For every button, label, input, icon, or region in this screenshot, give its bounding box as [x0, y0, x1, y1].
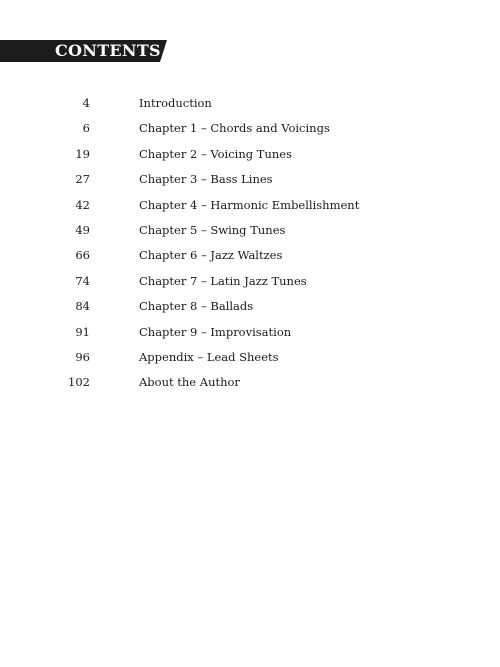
toc-entry-title: Appendix – Lead Sheets — [139, 349, 279, 364]
toc-entry-title: About the Author — [139, 375, 240, 390]
toc-entry-title: Chapter 9 – Improvisation — [139, 324, 292, 339]
toc-entry-title: Chapter 6 – Jazz Waltzes — [139, 248, 283, 263]
toc-row[interactable] — [0, 196, 500, 221]
toc-page-number: 27 — [75, 172, 90, 187]
toc-page-number: 74 — [75, 273, 90, 288]
toc-row[interactable] — [0, 297, 500, 322]
toc-entry-title: Chapter 8 – Ballads — [139, 299, 254, 314]
toc-page-number: 49 — [75, 222, 90, 237]
toc-entry-title: Chapter 1 – Chords and Voicings — [139, 121, 330, 136]
toc-row[interactable] — [0, 119, 500, 144]
toc-row[interactable] — [0, 170, 500, 195]
toc-entry-title: Chapter 5 – Swing Tunes — [139, 222, 286, 237]
toc-page-number: 4 — [82, 96, 90, 110]
toc-row[interactable] — [0, 221, 500, 246]
toc-row[interactable] — [0, 94, 500, 119]
toc-page-number: 6 — [82, 121, 90, 136]
toc-row[interactable] — [0, 272, 500, 297]
toc-page-number: 84 — [75, 299, 90, 314]
toc-page-number: 96 — [75, 349, 90, 364]
toc-entry-title: Chapter 2 – Voicing Tunes — [139, 146, 292, 161]
toc-entry-title: Chapter 4 – Harmonic Embellishment — [139, 197, 360, 212]
toc-row[interactable] — [0, 323, 500, 348]
toc-entry-title: Introduction — [139, 96, 212, 110]
toc-entry-title: Chapter 7 – Latin Jazz Tunes — [139, 273, 307, 288]
toc-row[interactable] — [0, 246, 500, 271]
toc-page-number: 42 — [75, 197, 90, 212]
toc-row[interactable] — [0, 145, 500, 170]
toc-entry-title: Chapter 3 – Bass Lines — [139, 172, 273, 187]
toc-page-number: 102 — [68, 375, 90, 390]
table-of-contents — [0, 94, 500, 399]
toc-page-number: 66 — [75, 248, 90, 263]
toc-row[interactable] — [0, 373, 500, 398]
page-title: CONTENTS — [55, 41, 161, 60]
toc-row[interactable] — [0, 348, 500, 373]
toc-page-number: 19 — [75, 146, 90, 161]
toc-page-number: 91 — [75, 324, 90, 339]
